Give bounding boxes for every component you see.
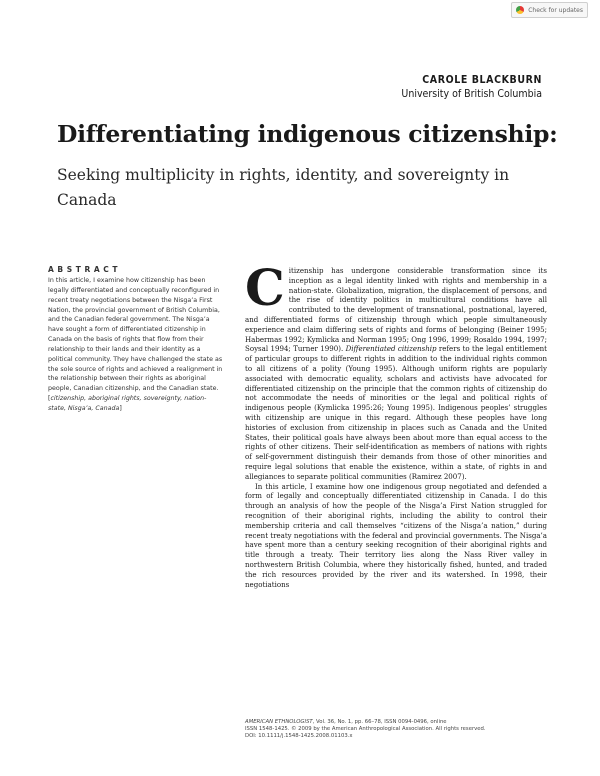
abstract (48, 264, 224, 414)
check-for-updates-label: Check for updates (528, 6, 583, 14)
abstract-body: In this article, I examine how citizenship has been legally differentiated and conceptually reconfigured in recent treaty negotiations between the Nisga’a First Nation, the provincial government of British Columbia, and the Canadian federal government. The Nisga’a have sought a form of differentiated citizenship in Canada on the basis of rights that flow from their relationship to their lands and their identity as a political community. They have challenged the state as the sole source of rights and achieved a realignment in the relationship between their rights as aboriginal people, Canadian citizenship, and the Canadian state. [ (48, 277, 223, 403)
drop-cap: C (245, 258, 285, 317)
body-paragraph-2: In this article, I examine how one indigenous group negotiated and defended a form of legally and conceptually differentiated citizenship in Canada. I do this through an analysis of how the people of the Nisga’a First Nation struggled for recognition of their aboriginal rights, including the ability to control their membership criteria and call themselves “citizens of the Nisga’a nation,” during recent treaty negotiations with the federal and provincial governments. The Nisga’a have spent more than a century seeking recognition of their aboriginal rights and title through a treaty. Their territory lies along the Nass River valley in northwestern British Columbia, where they historically fished, hunted, and traded the rich resources provided by the river and its watershed. In 1998, their negotiations (245, 481, 547, 589)
body-paragraph-1-start: itizenship has undergone considerable transformation since its inception as a legal identity linked with rights and membership in a nation-state. Globalization, migration, the displacement of persons, and the rise of identity politics in multicultural conditions have all contributed to the development of transnational, postnational, layered, and differentiated forms of citizenship through which people simultaneously experience and claim differing sets of rights and forms of belonging (Beiner 1995; Habermas 1992; Kymlicka and Norman 1995; Ong 1996, 1999; Rosaldo 1994, 1997; Soysal 1994; Turner 1990). (245, 266, 547, 354)
author-block (401, 73, 542, 101)
journal-footer (245, 719, 555, 741)
article-body (245, 258, 547, 589)
abstract-heading: ABSTRACT (48, 265, 122, 274)
footer-line-2: ISSN 1548-1425. © 2009 by the American Anthropological Association. All rights reserved. (245, 726, 486, 733)
author-affiliation: University of British Columbia (401, 88, 542, 100)
body-paragraph-1 (245, 258, 547, 482)
author-name: CAROLE BLACKBURN (422, 74, 542, 86)
abstract-keywords: citizenship, aboriginal rights, sovereignty, nation-state, Nisga’a, Canada (48, 395, 207, 412)
check-for-updates-badge[interactable] (511, 2, 588, 18)
journal-name: AMERICAN ETHNOLOGIST (245, 719, 313, 725)
article-title: Differentiating indigenous citizenship: (57, 120, 558, 148)
abstract-text (48, 276, 224, 414)
crossmark-icon (516, 6, 524, 14)
body-paragraph-1-term: Differentiated citizenship (345, 344, 437, 354)
abstract-closing-bracket: ] (119, 404, 122, 412)
journal-citation: , Vol. 36, No. 1, pp. 66–78, ISSN 0094-0496, online (312, 719, 447, 725)
article-subtitle: Seeking multiplicity in rights, identity, and sovereignty in Canada (57, 166, 510, 209)
footer-doi: DOI: 10.1111/j.1548-1425.2008.01103.x (245, 733, 353, 740)
body-paragraph-1-rest: refers to the legal entitlement of particular groups to different rights in addition to the individual rights common to all citizens of a polity (Young 1995). Although uniform rights are popularly associated with democratic equality, scholars and activists have advocated for differentiated citizenship on the principle that the common rights of citizenship do not accommodate the needs of minorities or the legal and political rights of indigenous people (Kymlicka 1995:26; Young 1995). Indigenous peoples’ struggles with citizenship are unique in this regard. Although these peoples have long histories of exclusion from citizenship in places such as Canada and the United States, their political goals have always been about more than equal access to the rights of other citizens. Their self-identification as members of nations with rights of self-government distinguish their demands from those of other minorities and require legal solutions that enable the existence, within a state, of rights in and allegiances to separate political communities (Ramirez 2007). (245, 344, 547, 481)
